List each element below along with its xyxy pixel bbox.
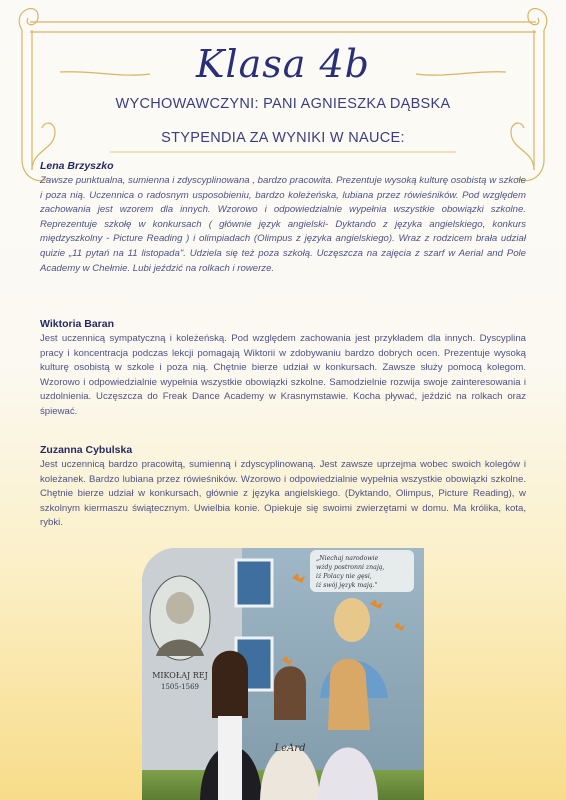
student-name: Wiktoria Baran xyxy=(40,318,115,330)
student-name: Lena Brzyszko xyxy=(40,160,114,172)
student-entry xyxy=(40,444,526,531)
mural-quote-line: wżdy postronni znają, xyxy=(316,564,385,571)
mural-quote-line: „Niechaj narodowie xyxy=(316,555,379,562)
class-teacher: WYCHOWAWCZYNI: PANI AGNIESZKA DĄBSKA xyxy=(115,96,451,112)
shirt-text: LeArd xyxy=(274,743,306,754)
mural-quote-line: iż swój język mają." xyxy=(316,582,378,589)
student-description: Jest uczennicą sympatyczną i koleżeńską. Pod względem zachowania jest przykładem dla innych. Dyscyplina pracy i koncentracja podczas lekcji pomagają Wiktorii w zdobywaniu bardzo dobrych ocen. Prezentuje wysoką kulturę osobistą w szkole i poza nią. Chętnie bierze udział w konkursach. Zawsze służy pomocą kolegom. Wzorowo i odpowiedzialnie wypełnia wszystkie obowiązki szkolne. Samodzielnie rozwija swoje zainteresowania i uzdolnienia. Uczęszcza do Freak Dance Academy w Krasnymstawie. Kocha pływać, jeździć na rolkach oraz śpiewać. xyxy=(40,333,526,417)
students-photo xyxy=(142,548,424,800)
student-description: Jest uczennicą bardzo pracowitą, sumienną i zdyscyplinowaną. Jest zawsze uprzejma wobec swoich kolegów i koleżanek. Bardzo lubiana przez rówieśników. Wzorowo i odpowiedzialnie wypełnia wszystkie obowiązki szkolne. Chętnie bierze udział w konkursach, głównie z języka angielskiego. (Dyktando, Olimpus, Picture Reading), w szkolnym kiermaszu świątecznym. Uwielbia konie. Opiekuje się swoimi zwierzętami w domu. Ma królika, kota, rybki. xyxy=(40,459,526,529)
mural-quote-line: iż Polacy nie gęsi, xyxy=(316,573,372,580)
student-entry xyxy=(40,160,526,276)
student-description: Zawsze punktualna, sumienna i zdyscyplinowana , bardzo pracowita. Prezentuje wysoką kulturę osobistą w szkole i poza nią. Uczennica o radosnym usposobieniu, bardzo koleżeńska, lubiana przez rówieśników. Pod względem zachowania jest wzorem dla innych. Wzorowo i odpowiedzialnie wypełnia wszystkie obowiązki szkolne. Reprezentuje szkołę w konkursach ( głównie język angielski- Dyktando z języka angielskiego, konkurs międzyszkolny - Picture Reading ) i olimpiadach (Olimpus z języka angielskiego). Wraz z rodzicem brała udział quizie „11 pytań na 11 listopada". Udziela się też poza szkołą. Uczęszcza na zajęcia z szarf w Aerial and Pole Academy w Chełmie. Lubi jeździć na rolkach i rowerze. xyxy=(40,175,526,274)
mural-name: MIKOŁAJ REJ xyxy=(152,671,208,680)
mural-photo-illustration xyxy=(142,548,424,800)
student-entry xyxy=(40,318,526,420)
mural-years: 1505-1569 xyxy=(161,683,199,691)
student-name: Zuzanna Cybulska xyxy=(40,444,133,456)
page-title: Klasa 4b xyxy=(196,42,370,86)
section-heading: STYPENDIA ZA WYNIKI W NAUCE: xyxy=(161,130,405,146)
